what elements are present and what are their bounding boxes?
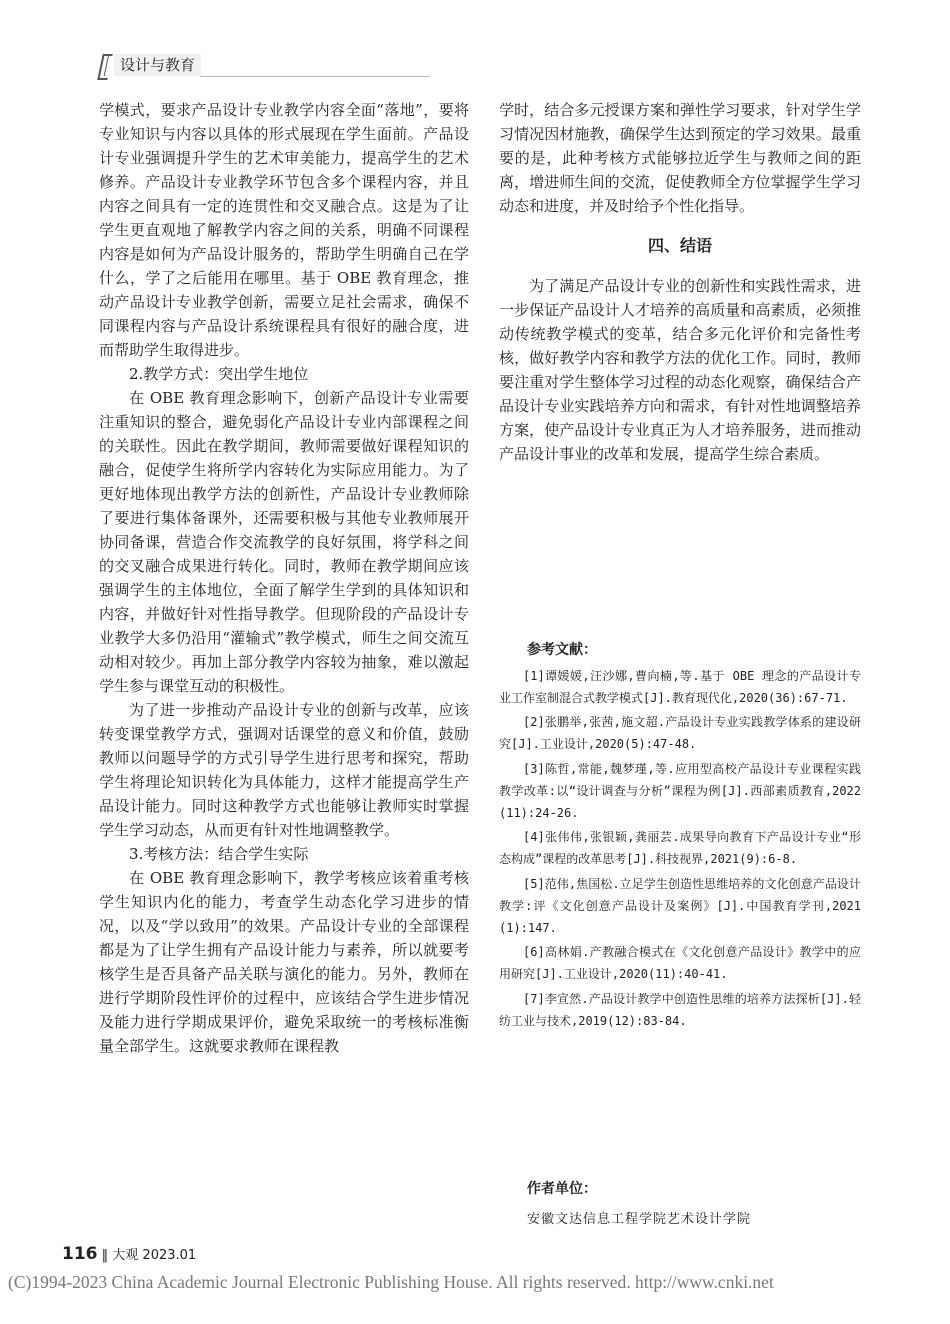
author-section: [499, 1178, 861, 1227]
references-section: [499, 640, 861, 1036]
reference-item: [3]陈哲,常能,魏梦瑾,等.应用型高校产品设计专业课程实践教学改革:以“设计调查与分析”课程为例[J].西部素质教育,2022(11):24-26.: [499, 761, 861, 820]
left-paragraph-3: 为了进一步推动产品设计专业的创新与改革，应该转变课堂教学方式，强调对话课堂的意义和价值，鼓励教师以问题导学的方式引导学生进行思考和探究，帮助学生将理论知识转化为具体能力，这样才能提高学生产品设计能力。同时这种教学方式也能够让教师实时掌握学生学习动态，从而更有针对性地调整教学。: [99, 701, 469, 839]
left-paragraph-4: 在 OBE 教育理念影响下，教学考核应该着重考核学生知识内化的能力，考查学生动态化学习进步的情况，以及“学以致用”的效果。产品设计专业的全部课程都是为了让学生拥有产品设计能力与素养，所以就要考核学生是否具备产品关联与演化的能力。另外，教师在进行学期阶段性评价的过程中，应该结合学生进步情况及能力进行学期成果评价，避免采取统一的考核标准衡量全部学生。这就要求教师在课程教: [99, 869, 469, 1055]
reference-item: [4]张伟伟,张银颖,龚丽芸.成果导向教育下产品设计专业“形态构成”课程的改革思考[J].科技视界,2021(9):6-8.: [499, 830, 861, 867]
subheading-teaching-method: 2.教学方式：突出学生地位: [129, 365, 309, 383]
running-header: [100, 52, 430, 78]
reference-item: [1]谭媛媛,汪沙娜,曹向楠,等.基于 OBE 理念的产品设计专业工作室制混合式教学模式[J].教育现代化,2020(36):67-71.: [499, 668, 861, 705]
right-paragraph-1: 学时，结合多元授课方案和弹性学习要求，针对学生学习情况因材施教，确保学生达到预定的学习效果。最重要的是，此种考核方式能够拉近学生与教师之间的距离，增进师生间的交流，促使教师全方位掌握学生学习动态和进度，并及时给予个性化指导。: [499, 101, 861, 215]
section-title-conclusion: 四、结语: [647, 236, 712, 255]
copyright-notice: (C)1994-2023 China Academic Journal Electronic Publishing House. All rights reserved. http://www.cnki.net: [8, 1272, 774, 1292]
left-paragraph-2: 在 OBE 教育理念影响下，创新产品设计专业需要注重知识的整合，避免弱化产品设计专业内部课程之间的关联性。因此在教学期间，教师需要做好课程知识的融合，促使学生将所学内容转化为实际应用能力。为了更好地体现出教学方法的创新性，产品设计专业教师除了要进行集体备课外，还需要积极与其他专业教师展开协同备课，营造合作交流教学的良好氛围，将学科之间的交叉融合成果进行转化。同时，教师在教学期间应该强调学生的主体地位，全面了解学生学到的具体知识和内容，并做好针对性指导教学。但现阶段的产品设计专业教学大多仍沿用“灌输式”教学模式，师生之间交流互动相对较少。再加上部分教学内容较为抽象，难以激起学生参与课堂互动的积极性。: [99, 389, 469, 695]
right-column: [499, 98, 861, 466]
references-title: 参考文献：: [527, 642, 597, 658]
page-number: 116: [62, 1244, 98, 1264]
reference-item: [6]高林娟.产教融合模式在《文化创意产品设计》教学中的应用研究[J].工业设计,2020(11):40-41.: [499, 945, 861, 982]
journal-issue: 2023.01: [142, 1248, 197, 1263]
subheading-assessment-method: 3.考核方法：结合学生实际: [129, 845, 309, 863]
header-section-label: 设计与教育: [114, 54, 201, 76]
reference-item: [2]张鹏举,张茜,施文超.产品设计专业实践教学体系的建设研究[J].工业设计,2020(5):47-48.: [499, 715, 861, 752]
author-title: 作者单位：: [527, 1181, 597, 1197]
journal-name: ‖ 大观: [101, 1248, 139, 1263]
reference-item: [7]李宣然.产品设计教学中创造性思维的培养方法探析[J].轻纺工业与技术,2019(12):83-84.: [499, 991, 861, 1028]
header-rule: [200, 76, 430, 77]
right-paragraph-2: 为了满足产品设计专业的创新性和实践性需求，进一步保证产品设计人才培养的高质量和高素质，必须推动传统教学模式的变革，结合多元化评价和完备性考核，做好教学内容和教学方法的优化工作。同时，教师要注重对学生整体学习过程的动态化观察，确保结合产品设计专业实践培养方向和需求，有针对性地调整培养方案，使产品设计专业真正为人才培养服务，进而推动产品设计事业的改革和发展，提高学生综合素质。: [499, 277, 861, 463]
reference-item: [5]范伟,焦国松.立足学生创造性思维培养的文化创意产品设计教学:评《文化创意产品设计及案例》[J].中国教育学刊,2021(1):147.: [499, 876, 861, 935]
left-paragraph-1: 学模式，要求产品设计专业教学内容全面“落地”，要将专业知识与内容以具体的形式展现在学生面前。产品设计专业强调提升学生的艺术审美能力，提高学生的艺术修养。产品设计专业教学环节包含多个课程内容，并且内容之间具有一定的连贯性和交叉融合点。这是为了让学生更直观地了解教学内容之间的关系，明确不同课程内容是如何为产品设计服务的，帮助学生明确自己在学什么，学了之后能用在哪里。基于 OBE 教育理念，推动产品设计专业教学创新，需要立足社会需求，确保不同课程内容与产品设计系统课程具有很好的融合度，进而帮助学生取得进步。: [99, 101, 469, 359]
author-affiliation: 安徽文达信息工程学院艺术设计学院: [527, 1212, 752, 1227]
left-column: [99, 98, 469, 1058]
page-footer: [62, 1244, 196, 1264]
